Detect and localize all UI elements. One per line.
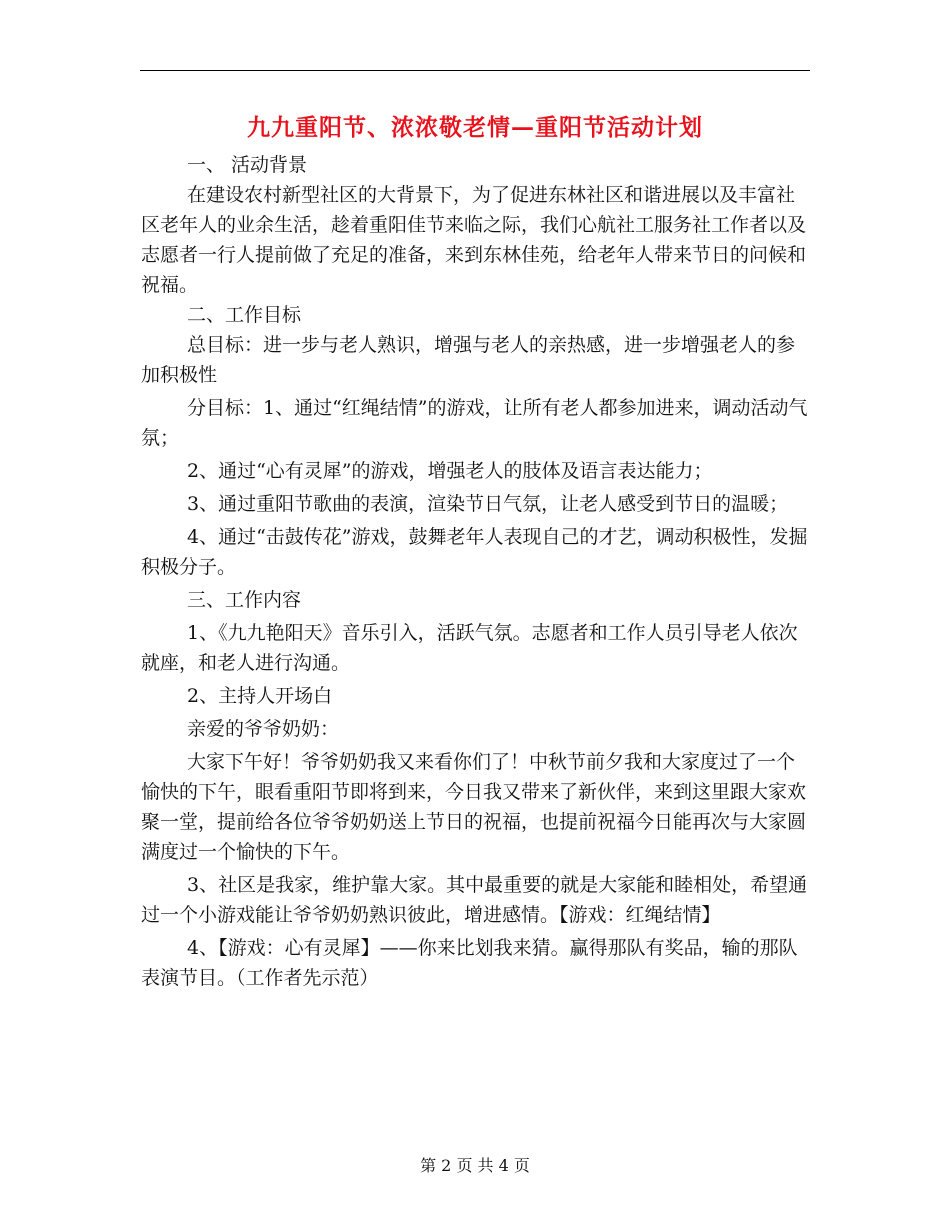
document-title: 九九重阳节、浓浓敬老情—重阳节活动计划 [247,114,703,141]
paragraph-14: 3、社区是我家，维护靠大家。其中最重要的就是大家能和睦相处，希望通过一个小游戏能让爷爷奶奶熟识彼此，增进感情。【游戏：红绳结情】 [141,874,808,926]
paragraph-8: 4、通过“击鼓传花”游戏，鼓舞老年人表现自己的才艺，调动积极性，发掘积极分子。 [141,526,808,578]
paragraph-4: 总目标：进一步与老人熟识，增强与老人的亲热感，进一步增强老人的参加积极性 [141,334,796,386]
paragraph-6: 2、通过“心有灵犀”的游戏，增强老人的肢体及语言表达能力； [187,460,713,482]
paragraph-5: 分目标：1、通过“红绳结情”的游戏，让所有老人都参加进来，调动活动气氛； [141,397,808,449]
paragraph-10: 1、《九九艳阳天》音乐引入，活跃气氛。志愿者和工作人员引导老人依次就座，和老人进行沟通。 [141,622,798,674]
paragraph-13: 大家下午好！爷爷奶奶我又来看你们了！中秋节前夕我和大家度过了一个愉快的下午，眼看重阳节即将到来，今日我又带来了新伙伴，来到这里跟大家欢聚一堂，提前给各位爷爷奶奶送上节日的祝福，也提前祝福今日能再次与大家圆满度过一个愉快的下午。 [141,751,807,863]
paragraph-3: 二、工作目标 [187,304,302,326]
paragraph-9: 三、工作内容 [187,589,302,611]
document-body [141,150,813,993]
paragraph-12: 亲爱的爷爷奶奶： [187,718,340,740]
header-rule [140,70,810,71]
paragraph-15: 4、【游戏：心有灵犀】——你来比划我来猜。赢得那队有奖品，输的那队表演节目。（工作者先示范） [141,937,798,989]
paragraph-1: 一、 活动背景 [187,154,308,176]
paragraph-2: 在建设农村新型社区的大背景下，为了促进东林社区和谐进展以及丰富社区老年人的业余生活，趁着重阳佳节来临之际，我们心航社工服务社工作者以及志愿者一行人提前做了充足的准备，来到东林佳苑，给老年人带来节日的问候和祝福。 [141,184,807,296]
paragraph-7: 3、通过重阳节歌曲的表演，渲染节日气氛，让老人感受到节日的温暖； [187,493,789,515]
paragraph-11: 2、主持人开场白 [187,685,333,707]
page-number-footer: 第 2 页 共 4 页 [420,1156,530,1175]
